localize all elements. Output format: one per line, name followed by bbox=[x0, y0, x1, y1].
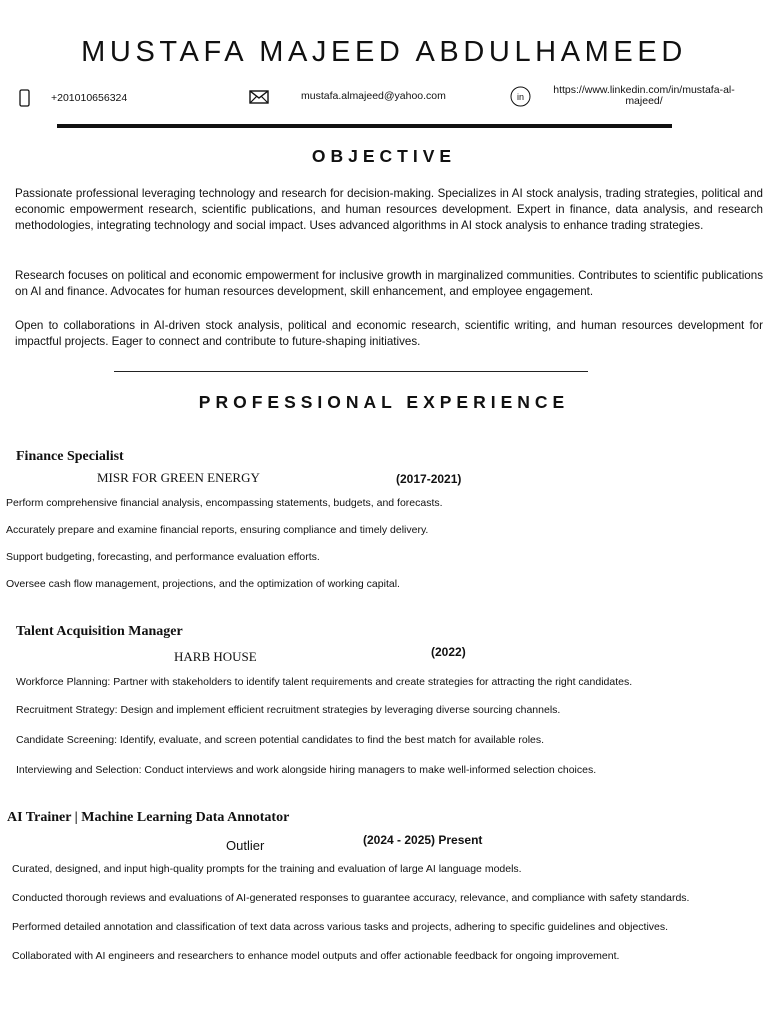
job-duty: Interviewing and Selection: Conduct interviews and work alongside hiring managers to make well-informed selection choices. bbox=[16, 764, 597, 776]
linkedin-url[interactable] bbox=[538, 85, 750, 107]
company-name: MISR FOR GREEN ENERGY bbox=[97, 470, 260, 485]
phone-icon bbox=[19, 89, 30, 107]
job-duty: Curated, designed, and input high-quality prompts for the training and evaluation of large AI language models. bbox=[12, 863, 522, 875]
phone-number: +201010656324 bbox=[51, 92, 128, 104]
objective-heading: OBJECTIVE bbox=[311, 146, 457, 166]
linkedin-url-line-1: https://www.linkedin.com/in/mustafa-al- bbox=[553, 84, 735, 96]
header-divider bbox=[57, 124, 672, 128]
job-duty: Performed detailed annotation and classification of text data across various tasks and projects, adhering to specific guidelines and objectives. bbox=[12, 921, 669, 933]
linkedin-icon bbox=[510, 86, 531, 107]
job-duty: Recruitment Strategy: Design and implement efficient recruitment strategies by leveraging diverse sourcing channels. bbox=[16, 704, 561, 716]
objective-paragraph: Research focuses on political and economic empowerment for inclusive growth in marginalized communities. Contributes to scientific publications on AI and finance. Advocates for human resources development, skill enhancement, and employee engagement. bbox=[15, 269, 763, 298]
objective-paragraph: Open to collaborations in AI-driven stock analysis, political and economic research, scientific writing, and human resources development for impactful projects. Eager to connect and contribute to future-shaping initiatives. bbox=[15, 319, 763, 348]
job-title: Talent Acquisition Manager bbox=[16, 624, 183, 639]
job-duty: Perform comprehensive financial analysis, encompassing statements, budgets, and forecasts. bbox=[6, 497, 443, 509]
linkedin-url-line-2: majeed/ bbox=[625, 95, 663, 107]
job-duty: Accurately prepare and examine financial reports, ensuring compliance and timely delivery. bbox=[6, 524, 429, 536]
section-divider bbox=[114, 371, 588, 372]
email-address[interactable]: mustafa.almajeed@yahoo.com bbox=[301, 90, 446, 102]
job-duty: Workforce Planning: Partner with stakeholders to identify talent requirements and create strategies for attracting the right candidates. bbox=[16, 676, 633, 688]
company-name: Outlier bbox=[226, 838, 265, 853]
mail-icon bbox=[249, 90, 269, 104]
job-period: (2024 - 2025) Present bbox=[363, 833, 483, 847]
job-duty: Oversee cash flow management, projections, and the optimization of working capital. bbox=[6, 578, 400, 590]
svg-text:in: in bbox=[516, 92, 525, 102]
job-title: Finance Specialist bbox=[16, 449, 124, 464]
job-duty: Support budgeting, forecasting, and performance evaluation efforts. bbox=[6, 551, 320, 563]
job-duty: Collaborated with AI engineers and researchers to enhance model outputs and offer actionable feedback for ongoing improvement. bbox=[12, 950, 620, 962]
job-title: AI Trainer | Machine Learning Data Annotator bbox=[7, 810, 290, 825]
candidate-name: MUSTAFA MAJEED ABDULHAMEED bbox=[81, 36, 687, 68]
job-period: (2017-2021) bbox=[396, 472, 462, 486]
objective-paragraph: Passionate professional leveraging technology and research for decision-making. Specializes in AI stock analysis, trading strategies, political and economic empowerment research, scientific publications, and human resources development. Expert in finance, data analysis, and research methodologies, integrating technology and social impact. Uses advanced algorithms in AI stock analysis to enhance trading strategies. bbox=[15, 187, 763, 232]
job-period: (2022) bbox=[431, 645, 466, 659]
experience-heading: PROFESSIONAL EXPERIENCE bbox=[198, 392, 570, 412]
job-duty: Conducted thorough reviews and evaluations of AI-generated responses to guarantee accuracy, relevance, and compliance with safety standards. bbox=[12, 892, 690, 904]
company-name: HARB HOUSE bbox=[174, 649, 257, 664]
job-duty: Candidate Screening: Identify, evaluate, and screen potential candidates to find the best match for available roles. bbox=[16, 734, 545, 746]
